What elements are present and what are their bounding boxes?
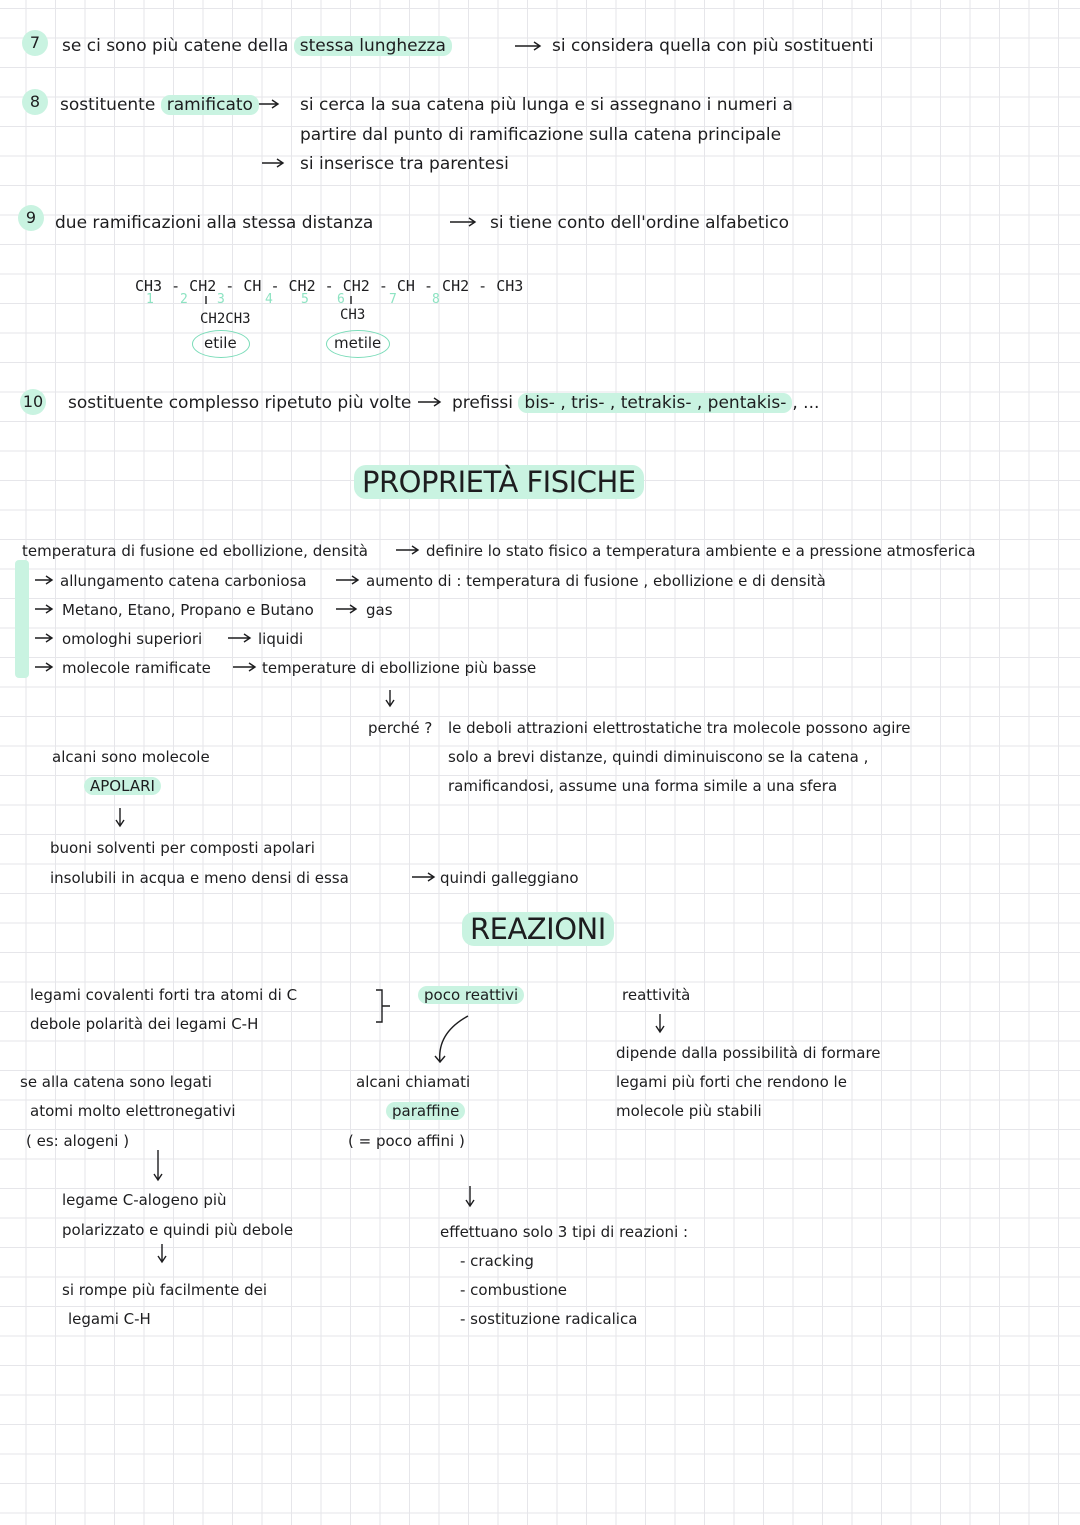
arrow-b2 — [35, 605, 52, 613]
arrow-b1b — [336, 576, 358, 584]
formula-num-4: 4 — [265, 292, 273, 307]
arrow-b4 — [35, 663, 52, 671]
rule10-highlight: bis- , tris- , tetrakis- , pentakis- — [518, 393, 792, 413]
arrow-why — [386, 690, 394, 706]
arrow-effettuano — [466, 1186, 474, 1206]
react-paraffine: paraffine — [386, 1101, 465, 1121]
arrow-b3 — [35, 634, 52, 642]
rule10-mid — [452, 393, 819, 413]
react-sostituzione: - sostituzione radicalica — [460, 1310, 638, 1328]
arrow-rule9 — [450, 218, 475, 226]
arrow-debole — [158, 1244, 166, 1262]
react-reattivita: reattività — [622, 986, 691, 1004]
bullet4-b: temperature di ebollizione più basse — [262, 659, 537, 677]
tag-metile: metile — [334, 334, 382, 352]
highlight-bar-bullets — [15, 560, 29, 678]
react-effettuano: effettuano solo 3 tipi di reazioni : — [440, 1223, 689, 1241]
rule7-highlight: stessa lunghezza — [294, 36, 452, 56]
rule7-text — [62, 36, 452, 56]
formula-num-1: 1 — [146, 292, 154, 307]
arrow-rule7 — [515, 42, 540, 50]
bullet3-a: omologhi superiori — [62, 630, 203, 648]
rule-number-7: 7 — [22, 30, 48, 56]
tag-etile: etile — [204, 334, 237, 352]
apolari-label: APOLARI — [84, 776, 161, 796]
arrow-reattivita — [656, 1014, 664, 1032]
react-cracking: - cracking — [460, 1252, 534, 1270]
react-se-line3: ( es: alogeni ) — [26, 1132, 130, 1150]
react-legame-2: polarizzato e quindi più debole — [62, 1221, 294, 1239]
bullet1-a: allungamento catena carboniosa — [60, 572, 307, 590]
react-poco-reattivi: poco reattivi — [418, 985, 524, 1005]
react-se-line1: se alla catena sono legati — [20, 1073, 212, 1091]
arrow-intro — [396, 546, 418, 554]
formula-num-7: 7 — [389, 292, 397, 307]
solvents-line3: quindi galleggiano — [440, 869, 579, 887]
section-title-physical-properties: PROPRIETÀ FISICHE — [354, 465, 644, 499]
react-rompe-2: legami C-H — [68, 1310, 151, 1328]
react-se-line2: atomi molto elettronegativi — [30, 1102, 236, 1120]
bullet2-b: gas — [366, 601, 393, 619]
arrow-alogeni — [154, 1150, 162, 1180]
solvents-line2: insolubili in acqua e meno densi di essa — [50, 869, 349, 887]
rule-number-9: 9 — [18, 205, 44, 231]
arrow-b1 — [35, 576, 52, 584]
rule-number-8: 8 — [22, 89, 48, 115]
rule8-highlight: ramificato — [161, 95, 259, 115]
react-depends-3: molecole più stabili — [616, 1102, 762, 1120]
rule10-pre: sostituente complesso ripetuto più volte — [68, 393, 412, 413]
apolari-pre: alcani sono molecole — [52, 748, 210, 766]
rule8-text — [60, 95, 259, 115]
arrow-paraffine — [435, 1016, 468, 1062]
rule-number-10: 10 — [20, 389, 46, 415]
formula-sub-ethyl: CH2CH3 — [200, 311, 251, 327]
react-depends-2: legami più forti che rendono le — [616, 1073, 847, 1091]
formula-num-6: 6 — [337, 292, 345, 307]
rule7-pre: se ci sono più catene della — [62, 36, 289, 56]
arrow-rule8a — [258, 100, 278, 108]
formula-num-8: 8 — [432, 292, 440, 307]
rule8-pre: sostituente — [60, 95, 156, 115]
bracket-poco-reattivi — [376, 990, 390, 1022]
bullet2-a: Metano, Etano, Propano e Butano — [62, 601, 314, 619]
rule10-end: , ... — [792, 393, 820, 413]
rule9-post: si tiene conto dell'ordine alfabetico — [490, 213, 790, 233]
why-question: perché ? — [368, 719, 433, 737]
bullet4-a: molecole ramificate — [62, 659, 211, 677]
arrow-galleggiano — [412, 873, 434, 881]
react-poco-affini: ( = poco affini ) — [348, 1132, 465, 1150]
formula-main-chain: CH3 - CH2 - CH - CH2 - CH2 - CH - CH2 - CH3 — [135, 277, 524, 295]
rule8-line1: si cerca la sua catena più lunga e si assegnano i numeri a — [300, 95, 793, 115]
rule8-line3: si inserisce tra parentesi — [300, 154, 509, 174]
arrow-b2b — [336, 605, 356, 613]
arrow-b4b — [233, 663, 255, 671]
why-line1: le deboli attrazioni elettrostatiche tra molecole possono agire — [448, 719, 911, 737]
arrow-apolari — [116, 808, 124, 826]
react-covalent: legami covalenti forti tra atomi di C — [30, 986, 298, 1004]
why-line3: ramificandosi, assume una forma simile a una sfera — [448, 777, 838, 795]
react-rompe-1: si rompe più facilmente dei — [62, 1281, 268, 1299]
solvents-line1: buoni solventi per composti apolari — [50, 839, 315, 857]
react-depends-1: dipende dalla possibilità di formare — [616, 1044, 881, 1062]
rule9-pre: due ramificazioni alla stessa distanza — [55, 213, 374, 233]
bullet3-b: liquidi — [258, 630, 304, 648]
why-line2: solo a brevi distanze, quindi diminuiscono se la catena , — [448, 748, 869, 766]
formula-num-2: 2 — [180, 292, 188, 307]
formula-sub-methyl: CH3 — [340, 307, 366, 323]
section-title-reactions: REAZIONI — [462, 912, 614, 946]
rule10-prefissi: prefissi — [452, 393, 514, 413]
react-alcani-chiamati: alcani chiamati — [356, 1073, 471, 1091]
props-intro-b: definire lo stato fisico a temperatura ambiente e a pressione atmosferica — [426, 542, 976, 560]
bullet1-b: aumento di : temperatura di fusione , ebollizione e di densità — [366, 572, 826, 590]
arrow-b3b — [228, 634, 250, 642]
react-polarity: debole polarità dei legami C-H — [30, 1015, 259, 1033]
rule7-post: si considera quella con più sostituenti — [552, 36, 874, 56]
react-combustione: - combustione — [460, 1281, 568, 1299]
arrow-rule8b — [262, 159, 283, 167]
react-legame-1: legame C-alogeno più — [62, 1191, 227, 1209]
formula-num-3: 3 — [217, 292, 225, 307]
formula-num-5: 5 — [301, 292, 309, 307]
rule8-line2: partire dal punto di ramificazione sulla catena principale — [300, 125, 782, 145]
arrow-rule10 — [418, 398, 440, 406]
props-intro-a: temperatura di fusione ed ebollizione, densità — [22, 542, 369, 560]
